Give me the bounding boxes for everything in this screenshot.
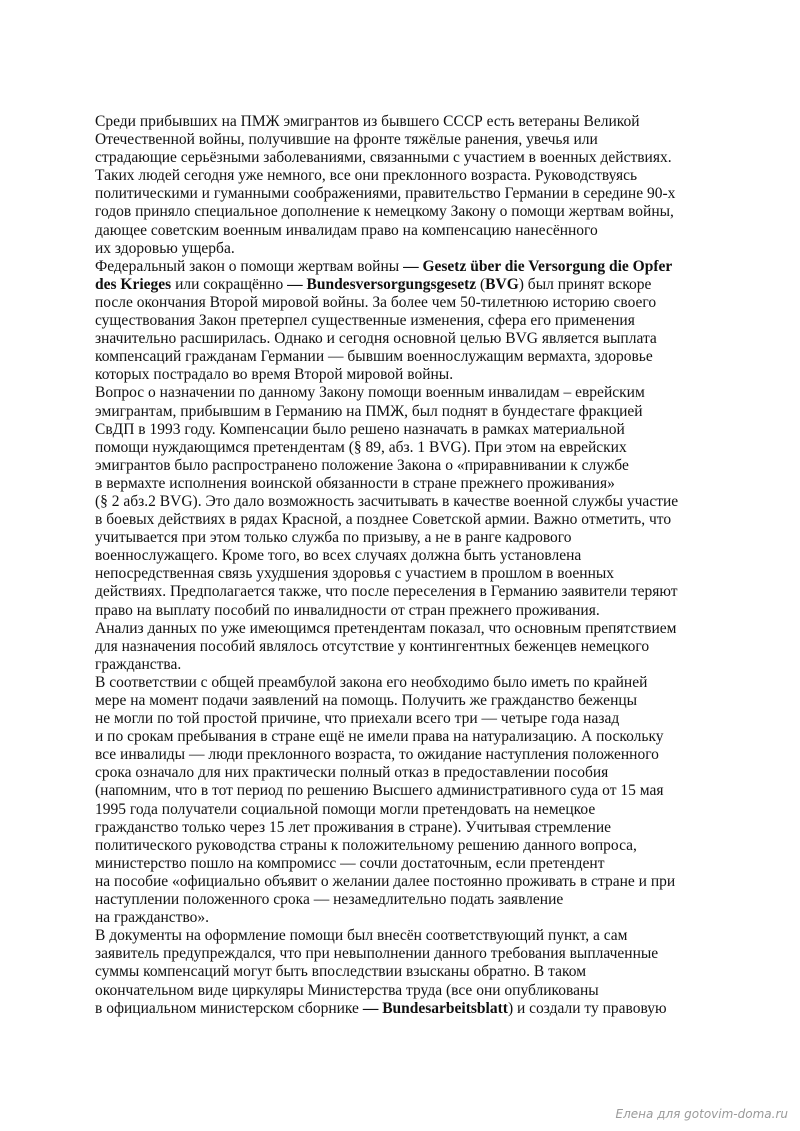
text-line: в боевых действиях в рядах Красной, а позднее Советской армии. Важно отметить, что [95,511,672,529]
text-line: право на выплату пособий по инвалидности от стран прежнего проживания. [95,601,600,619]
text-line: эмигрантов было распространено положение Закона о «приравнивании к службе [95,456,629,474]
bulletin-name-bold: — Bundesarbeitsblatt [362,999,508,1017]
paragraph-preamble [95,674,715,927]
text-line: гражданство только через 15 лет проживания в стране). Учитывая стремление [95,818,612,836]
text-line: Анализ данных по уже имеющимся претендентам показал, что основным препятствием [95,619,677,637]
text-line: на пособие «официально объявит о желании далее постоянно проживать в стране и при [95,872,676,890]
text-line: гражданства. [95,655,182,673]
text-line: Таких людей сегодня уже немного, все они преклонного возраста. Руководствуясь [95,167,638,185]
text-line: действиях. Предполагается также, что после переселения в Германию заявители теряют [95,583,678,601]
text-line: военнослужащего. Кроме того, во всех случаях должна быть установлена [95,547,582,565]
text-line: помощи нуждающимся претендентам (§ 89, абз. 1 BVG). При этом на еврейских [95,438,627,456]
text-line: годов приняло специальное дополнение к немецкому Закону о помощи жертвам войны, [95,203,674,221]
text-line: непосредственная связь ухудшения здоровья с участием в прошлом в военных [95,565,615,583]
text-line [95,276,715,294]
text-line: наступлении положенного срока — незамедлительно подать заявление [95,891,564,909]
text-segment: ( [476,275,486,293]
law-name-german-bold: — Gesetz über die Versorgung die Opfer [403,257,673,275]
text-line: министерство пошло на компромисс — сочли достаточным, если претендент [95,854,605,872]
text-line: все инвалиды — люди преклонного возраста, то ожидание наступления положенного [95,746,659,764]
text-line: на гражданство». [95,909,210,927]
text-segment: Федеральный закон о помощи жертвам войны [95,257,404,275]
text-line: после окончания Второй мировой войны. За более чем 50-тилетнюю историю своего [95,293,657,311]
text-line: (напомним, что в тот период по решению Высшего административного суда от 15 мая [95,782,664,800]
document-body [95,113,715,1018]
text-line: СвДП в 1993 году. Компенсации было решено назначать в рамках материальной [95,420,625,438]
law-name-german-bold: des Krieges [95,275,172,293]
law-abbrev-bold: — Bundesversorgungsgesetz [287,275,477,293]
text-line: их здоровью ущерба. [95,239,235,257]
text-line: В соответствии с общей преамбулой закона его необходимо было иметь по крайней [95,673,648,691]
text-line: не могли по той простой причине, что приехали всего три — четыре года назад [95,710,620,728]
text-line: эмигрантам, прибывшим в Германию на ПМЖ, был поднят в бундестаге фракцией [95,402,643,420]
paragraph-analysis [95,620,715,674]
text-line: окончательном виде циркуляры Министерства труда (все они опубликованы [95,981,599,999]
text-line [95,258,715,276]
text-line: (§ 2 абз.2 BVG). Это дало возможность засчитывать в качестве военной службы участие [95,492,679,510]
text-line: Вопрос о назначении по данному Закону помощи военным инвалидам – еврейским [95,384,645,402]
text-line: в вермахте исполнения воинской обязанности в стране прежнего проживания» [95,474,615,492]
text-line: значительно расширилась. Однако и сегодня основной целью BVG является выплата [95,330,657,348]
paragraph-veterans [95,113,715,258]
text-line: мере на момент подачи заявлений на помощь. Получить же гражданство беженцы [95,692,638,709]
text-line: Отечественной войны, получившие на фронте тяжёлые ранения, увечья или [95,131,598,149]
bvg-bold: BVG [485,275,519,293]
paragraph-documents [95,927,715,1017]
paragraph-question [95,384,715,619]
text-line: политического руководства страны к положительному решению данного вопроса, [95,836,637,854]
text-line: для назначения пособий являлось отсутствие у контингентных беженцев немецкого [95,637,650,655]
text-line: которых пострадало во время Второй мировой войны. [95,366,454,384]
text-line: дающее советским военным инвалидам право на компенсацию нанесённого [95,221,598,239]
text-line: 1995 года получатели социальной помощи могли претендовать на немецкое [95,800,596,818]
text-line: политическими и гуманными соображениями, правительство Германии в середине 90-х [95,185,676,203]
text-line: срока означало для них практически полный отказ в предоставлении пособия [95,764,609,782]
text-line: существования Закон претерпел существенные изменения, сфера его применения [95,312,635,330]
text-segment: или сокращённо [171,275,288,293]
text-segment: в официальном министерском сборнике [95,999,363,1017]
text-line: и по срокам пребывания в стране ещё не имели права на натурализацию. А поскольку [95,728,664,746]
text-line: учитывается при этом только служба по призыву, а не в ранге кадрового [95,529,572,547]
text-segment: ) был принят вскоре [518,275,652,293]
text-line: компенсаций гражданам Германии — бывшим военнослужащим вермахта, здоровье [95,348,653,366]
text-line [95,1000,715,1018]
text-line: суммы компенсаций могут быть впоследствии взысканы обратно. В таком [95,963,586,981]
text-line: заявитель предупреждался, что при невыполнении данного требования выплаченные [95,945,659,963]
text-line: Среди прибывших на ПМЖ эмигрантов из бывшего СССР есть ветераны Великой [95,113,640,130]
paragraph-federal-law [95,258,715,385]
watermark: Елена для gotovim-doma.ru [615,1107,788,1121]
text-segment: ) и создали ту правовую [507,999,667,1017]
text-line: В документы на оформление помощи был внесён соответствующий пункт, а сам [95,927,628,945]
text-line: страдающие серьёзными заболеваниями, связанными с участием в военных действиях. [95,149,672,167]
